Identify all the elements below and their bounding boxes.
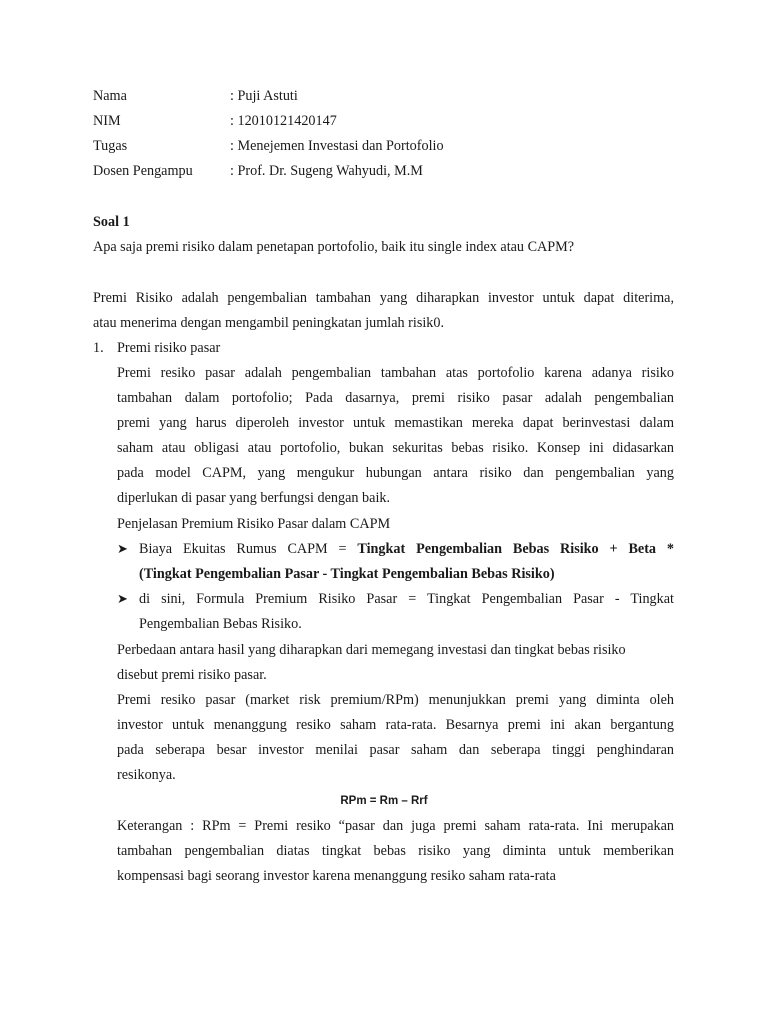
bullet-line: di sini, Formula Premium Risiko Pasar = Tingkat Pengembalian Pasar - Tingkat	[139, 591, 674, 607]
paragraph-line: diperlukan di pasar yang berfungsi dengan baik.	[117, 490, 391, 506]
paragraph-line: Keterangan : RPm = Premi resiko “pasar dan juga premi saham rata-rata. Ini merupakan	[117, 818, 674, 834]
paragraph-line: tambahan dalam portofolio; Pada dasarnya, premi risiko pasar adalah pengembalian	[117, 390, 674, 406]
paragraph-line: disebut premi risiko pasar.	[117, 667, 267, 683]
header-value: : Prof. Dr. Sugeng Wahyudi, M.M	[230, 163, 423, 179]
paragraph-line: Perbedaan antara hasil yang diharapkan dari memegang investasi dan tingkat bebas risiko	[117, 642, 626, 658]
header-label: Nama	[93, 88, 127, 104]
header-value: : Menejemen Investasi dan Portofolio	[230, 138, 444, 154]
header-value: : 12010121420147	[230, 113, 337, 129]
bullet-prefix: Biaya Ekuitas Rumus CAPM =	[139, 541, 358, 557]
list-number: 1.	[93, 340, 104, 356]
paragraph-line: kompensasi bagi seorang investor karena menanggung resiko saham rata-rata	[117, 868, 556, 884]
paragraph-line: Premi resiko pasar (market risk premium/RPm) menunjukkan premi yang diminta oleh	[117, 692, 674, 708]
bullet-bold: Tingkat Pengembalian Bebas Risiko + Beta *	[357, 541, 674, 557]
soal-title: Soal 1	[93, 214, 130, 230]
item-heading: Premi risiko pasar	[117, 340, 221, 356]
paragraph-line: Premi resiko pasar adalah pengembalian tambahan atas portofolio karena adanya risiko	[117, 365, 674, 381]
bullet-bold-line: (Tingkat Pengembalian Pasar - Tingkat Pengembalian Bebas Risiko)	[139, 566, 555, 582]
intro-line: Premi Risiko adalah pengembalian tambahan yang diharapkan investor untuk dapat diterima,	[93, 290, 674, 306]
paragraph-line: tambahan pengembalian diatas tingkat bebas risiko yang diminta untuk memberikan	[117, 843, 674, 859]
paragraph-line: saham atau obligasi atau portofolio, bukan sekuritas bebas risiko. Konsep ini didasarkan	[117, 440, 674, 456]
arrow-bullet-icon: ➤	[117, 541, 128, 556]
paragraph-line: pada model CAPM, yang mengukur hubungan antara risiko dan pengembalian yang	[117, 465, 674, 481]
header-label: Dosen Pengampu	[93, 163, 193, 179]
bullet-line: Pengembalian Bebas Risiko.	[139, 616, 302, 632]
arrow-bullet-icon: ➤	[117, 591, 128, 606]
subheading: Penjelasan Premium Risiko Pasar dalam CAPM	[117, 516, 391, 532]
header-label: NIM	[93, 113, 121, 129]
soal-question: Apa saja premi risiko dalam penetapan portofolio, baik itu single index atau CAPM?	[93, 239, 575, 255]
header-value: : Puji Astuti	[230, 88, 298, 104]
paragraph-line: resikonya.	[117, 767, 176, 783]
bullet-line	[139, 539, 674, 559]
header-label: Tugas	[93, 138, 128, 154]
paragraph-line: pada seberapa besar investor menilai pasar saham dan seberapa tinggi penghindaran	[117, 742, 674, 758]
paragraph-line: investor untuk menanggung resiko saham rata-rata. Besarnya premi ini akan bergantung	[117, 717, 674, 733]
formula: RPm = Rm – Rrf	[340, 795, 428, 807]
paragraph-line: premi yang harus diperoleh investor untuk memastikan mereka dapat berinvestasi dalam	[117, 415, 674, 431]
intro-line: atau menerima dengan mengambil peningkatan jumlah risik0.	[93, 315, 445, 331]
